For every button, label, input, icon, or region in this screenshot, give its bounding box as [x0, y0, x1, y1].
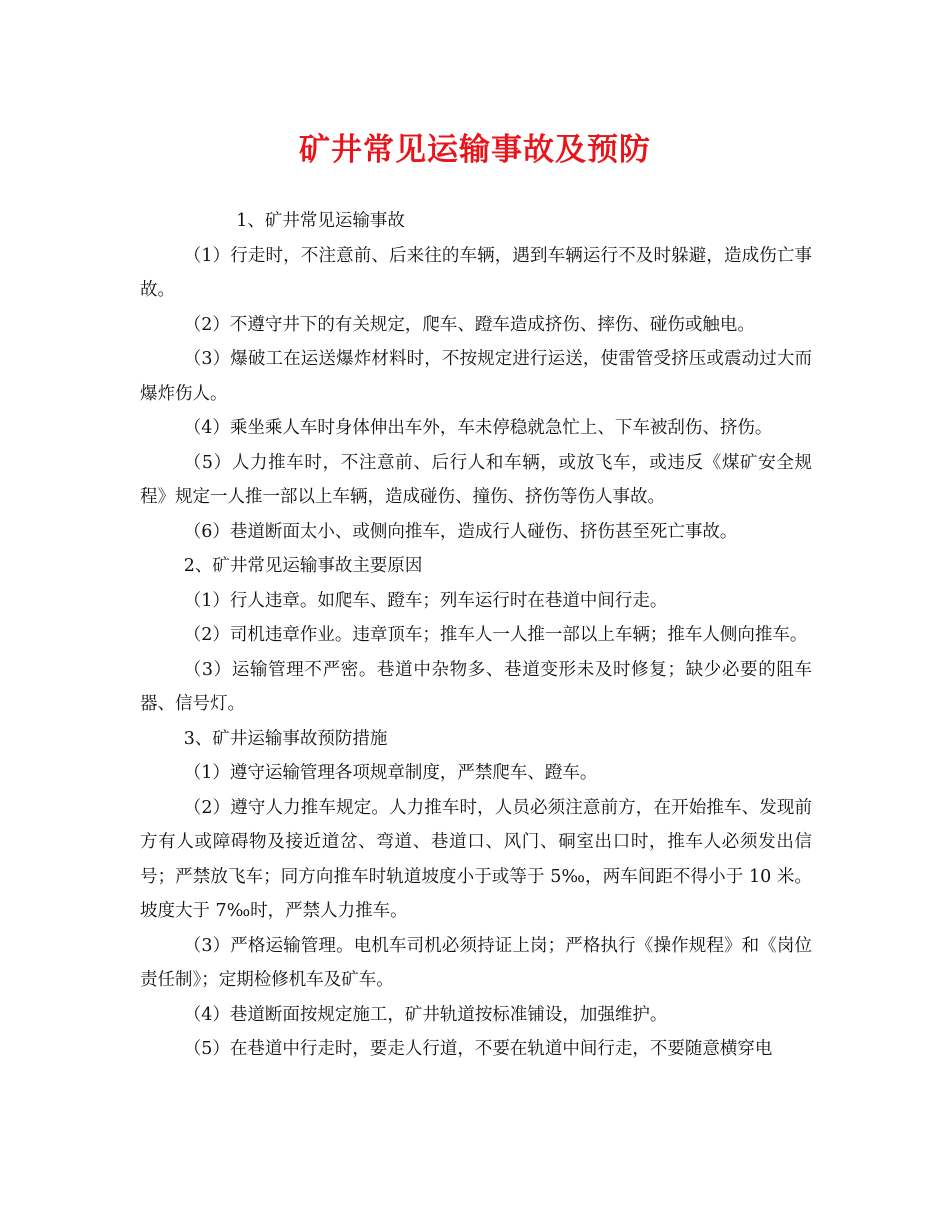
- section-heading-2: 2、矿井常见运输事故主要原因: [183, 556, 423, 576]
- document-body: [140, 204, 812, 1067]
- paragraph: （1）行走时，不注意前、后来往的车辆，遇到车辆运行不及时躲避，造成伤亡事故。: [140, 245, 812, 300]
- paragraph: （3）严格运输管理。电机车司机必须持证上岗；严格执行《操作规程》和《岗位责任制》；定期检修机车及矿车。: [140, 935, 812, 990]
- section-heading-3: 3、矿井运输事故预防措施: [183, 728, 388, 749]
- paragraph: （5）在巷道中行走时，要走人行道，不要在轨道中间行走，不要随意横穿电: [183, 1039, 773, 1059]
- paragraph: （2）司机违章作业。违章顶车；推车人一人推一部以上车辆；推车人侧向推车。: [183, 625, 808, 645]
- paragraph: （1）遵守运输管理各项规章制度，严禁爬车、蹬车。: [183, 763, 598, 783]
- paragraph: （3）运输管理不严密。巷道中杂物多、巷道变形未及时修复；缺少必要的阻车器、信号灯。: [140, 659, 812, 714]
- paragraph: （2）不遵守井下的有关规定，爬车、蹬车造成挤伤、摔伤、碰伤或触电。: [183, 314, 755, 335]
- paragraph: （1）行人违章。如爬车、蹬车；列车运行时在巷道中间行走。: [183, 590, 668, 611]
- paragraph: （6）巷道断面太小、或侧向推车，造成行人碰伤、挤伤甚至死亡事故。: [183, 521, 738, 542]
- paragraph: （4）乘坐乘人车时身体伸出车外，车未停稳就急忙上、下车被刮伤、挤伤。: [183, 418, 773, 438]
- paragraph: （4）巷道断面按规定施工，矿井轨道按标准铺设，加强维护。: [183, 1004, 668, 1025]
- document-title: 矿井常见运输事故及预防: [299, 132, 651, 168]
- paragraph: （5）人力推车时，不注意前、后行人和车辆，或放飞车，或违反《煤矿安全规程》规定一人推一部以上车辆，造成碰伤、撞伤、挤伤等伤人事故。: [140, 452, 812, 507]
- paragraph: （3）爆破工在运送爆炸材料时，不按规定进行运送，使雷管受挤压或震动过大而爆炸伤人。: [140, 349, 812, 404]
- section-heading-1: 1、矿井常见运输事故: [236, 211, 405, 231]
- paragraph: （2）遵守人力推车规定。人力推车时，人员必须注意前方，在开始推车、发现前方有人或障碍物及接近道岔、弯道、巷道口、风门、硐室出口时，推车人必须发出信号；严禁放飞车；同方向推车时轨道坡度小于或等于 5‰，两车间距不得小于 10 米。坡度大于 7‰时，严禁人力推车。: [140, 797, 812, 921]
